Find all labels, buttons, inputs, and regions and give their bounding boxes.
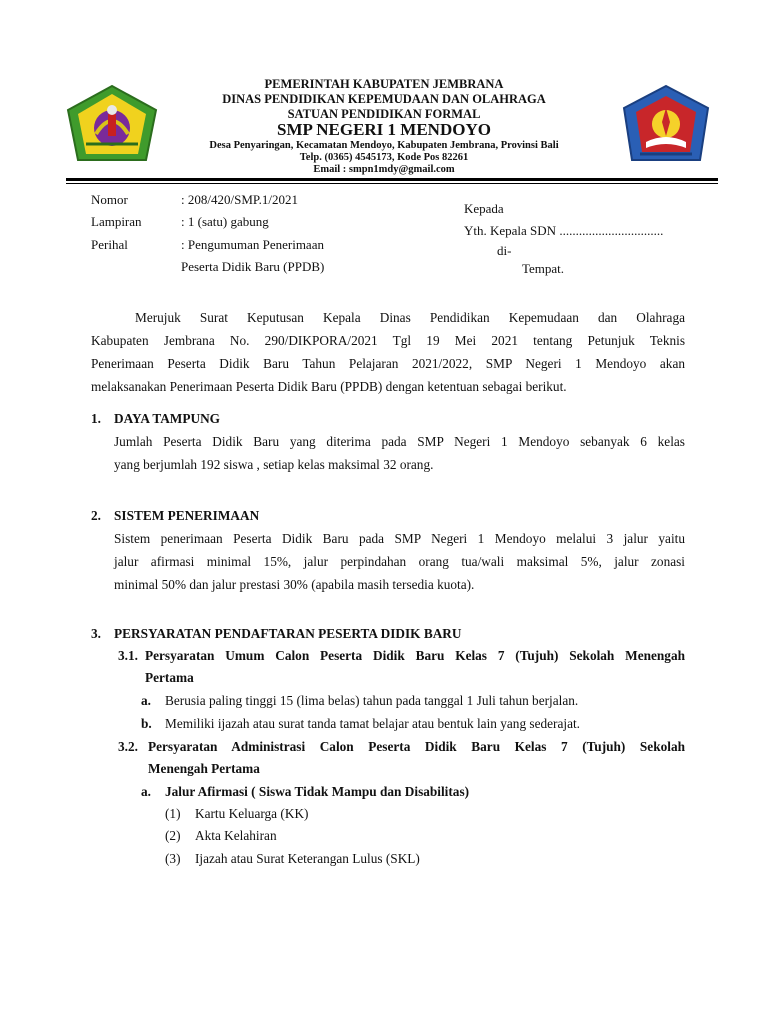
perihal-continuation: Peserta Didik Baru (PPDB) [181,259,325,274]
section-1-body [114,430,685,476]
afirmasi-item-1-number: (1) [165,806,181,821]
school-name: SMP NEGERI 1 MENDOYO [277,120,491,139]
afirmasi-item-2-number: (2) [165,828,181,843]
intro-line: Kabupaten Jembrana No. 290/DIKPORA/2021 Tgl 19 Mei 2021 tentang Petunjuk Teknis [91,333,685,348]
letterhead-government: PEMERINTAH KABUPATEN JEMBRANA [264,77,504,91]
item-b-text: Memiliki ijazah atau surat tanda tamat belajar atau bentuk lain yang sederajat. [165,716,580,731]
subsection-3-2-title: Persyaratan Administrasi Calon Peserta Didik Baru Kelas 7 (Tujuh) Sekolah [148,739,685,754]
intro-line: Penerimaan Peserta Didik Baru Tahun Pelajaran 2021/2022, SMP Negeri 1 Mendoyo akan [91,356,685,371]
school-email: Email : smpn1mdy@gmail.com [313,164,455,175]
section-1-line: Jumlah Peserta Didik Baru yang diterima pada SMP Negeri 1 Mendoyo sebanyak 6 kelas [114,434,685,449]
nomor-value: : 208/420/SMP.1/2021 [181,192,299,207]
section-2-body [114,527,685,596]
section-1-title: DAYA TAMPUNG [114,411,221,426]
section-2-number: 2. [91,508,101,523]
nomor-label: Nomor [91,192,128,207]
afirmasi-item-1-text: Kartu Keluarga (KK) [195,806,309,821]
recipient-tempat: Tempat. [522,261,565,276]
section-2-line: Sistem penerimaan Peserta Didik Baru pada SMP Negeri 1 Mendoyo melalui 3 jalur yaitu [114,531,685,546]
section-3-title: PERSYARATAN PENDAFTARAN PESERTA DIDIK BARU [114,626,462,641]
letterhead-department: DINAS PENDIDIKAN KEPEMUDAAN DAN OLAHRAGA [222,92,546,106]
afirmasi-item-3-text: Ijazah atau Surat Keterangan Lulus (SKL) [195,851,420,866]
afirmasi-item-3-number: (3) [165,851,181,866]
section-1-line: yang berjumlah 192 siswa , setiap kelas maksimal 32 orang. [114,457,434,472]
item-b-label: b. [141,716,152,731]
subsection-3-2-number: 3.2. [118,739,138,754]
section-2-line: jalur afirmasi minimal 15%, jalur perpindahan orang tua/wali maksimal 5%, jalur zonasi [114,554,685,569]
afirmasi-title: Jalur Afirmasi ( Siswa Tidak Mampu dan Disabilitas) [165,784,470,799]
afirmasi-item-2-text: Akta Kelahiran [195,828,277,843]
letterhead-divider-thick [66,178,718,181]
lampiran-label: Lampiran [91,214,142,229]
recipient-yth: Yth. Kepala SDN ................................ [464,223,664,238]
letterhead-unit: SATUAN PENDIDIKAN FORMAL [287,107,481,121]
section-2-line: minimal 50% dan jalur prestasi 30% (apabila masih tersedia kuota). [114,577,475,592]
school-address: Desa Penyaringan, Kecamatan Mendoyo, Kabupaten Jembrana, Provinsi Bali [209,140,559,151]
subsection-3-2-title-cont: Menengah Pertama [148,761,260,776]
section-2-title: SISTEM PENERIMAAN [114,508,260,523]
recipient-kepada: Kepada [464,201,504,216]
perihal-value: : Pengumuman Penerimaan [181,237,324,252]
afirmasi-label: a. [141,784,151,799]
intro-line: Merujuk Surat Keputusan Kepala Dinas Pendidikan Kepemudaan dan Olahraga [135,310,685,325]
lampiran-value: : 1 (satu) gabung [181,214,269,229]
subsection-3-1-number: 3.1. [118,648,138,663]
section-1-number: 1. [91,411,101,426]
item-a-label: a. [141,693,151,708]
section-3-number: 3. [91,626,101,641]
perihal-label: Perihal [91,237,128,252]
subsection-3-1-title: Persyaratan Umum Calon Peserta Didik Baru Kelas 7 (Tujuh) Sekolah Menengah [145,648,685,663]
intro-line: melaksanakan Penerimaan Peserta Didik Baru (PPDB) dengan ketentuan sebagai berikut. [91,379,567,394]
school-phone: Telp. (0365) 4545173, Kode Pos 82261 [299,152,469,163]
item-a-text: Berusia paling tinggi 15 (lima belas) tahun pada tanggal 1 Juli tahun berjalan. [165,693,579,708]
letterhead-divider-thin [66,183,718,184]
intro-paragraph [91,306,685,398]
subsection-3-1-title-cont: Pertama [145,670,194,685]
recipient-di: di- [497,243,512,258]
